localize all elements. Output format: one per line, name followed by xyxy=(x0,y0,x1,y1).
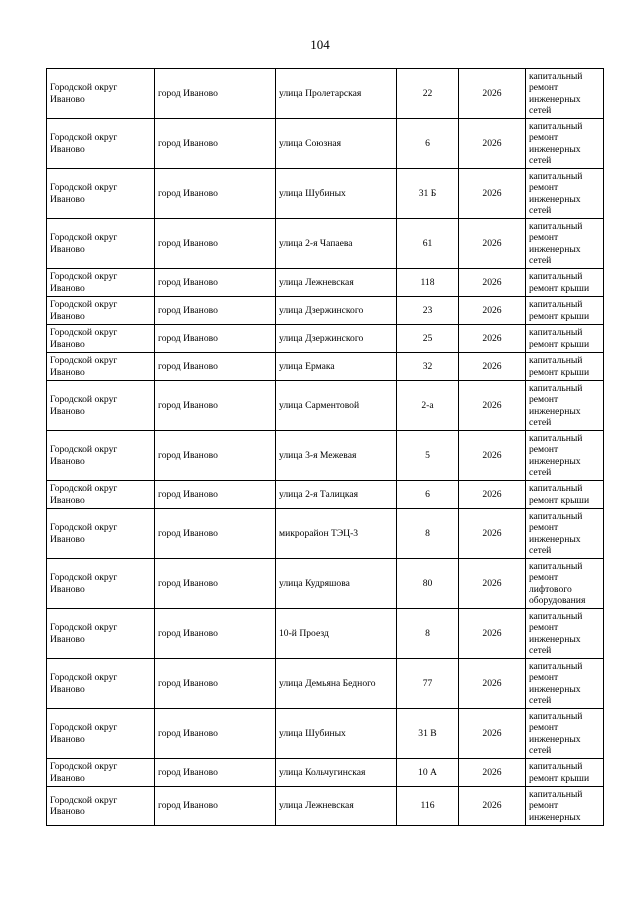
okrug-cell: Городской округ Иваново xyxy=(47,119,155,169)
okrug-cell: Городской округ Иваново xyxy=(47,219,155,269)
work-type-cell: капитальный ремонт инженерных сетей xyxy=(526,709,604,759)
okrug-cell: Городской округ Иваново xyxy=(47,559,155,609)
table-row xyxy=(47,609,604,659)
work-type-cell: капитальный ремонт крыши xyxy=(526,481,604,509)
city-cell: город Иваново xyxy=(155,709,276,759)
okrug-cell: Городской округ Иваново xyxy=(47,325,155,353)
house-cell: 10 А xyxy=(397,759,459,787)
house-cell: 118 xyxy=(397,269,459,297)
street-cell: улица Дзержинского xyxy=(276,297,397,325)
house-cell: 25 xyxy=(397,325,459,353)
house-cell: 6 xyxy=(397,119,459,169)
street-cell: 10-й Проезд xyxy=(276,609,397,659)
work-type-cell: капитальный ремонт инженерных xyxy=(526,787,604,826)
year-cell: 2026 xyxy=(459,481,526,509)
year-cell: 2026 xyxy=(459,381,526,431)
year-cell: 2026 xyxy=(459,353,526,381)
year-cell: 2026 xyxy=(459,659,526,709)
table-row xyxy=(47,269,604,297)
street-cell: улица Ермака xyxy=(276,353,397,381)
okrug-cell: Городской округ Иваново xyxy=(47,169,155,219)
year-cell: 2026 xyxy=(459,787,526,826)
work-type-cell: капитальный ремонт инженерных сетей xyxy=(526,381,604,431)
city-cell: город Иваново xyxy=(155,297,276,325)
work-type-cell: капитальный ремонт инженерных сетей xyxy=(526,609,604,659)
table-row xyxy=(47,325,604,353)
table-row xyxy=(47,219,604,269)
year-cell: 2026 xyxy=(459,69,526,119)
city-cell: город Иваново xyxy=(155,325,276,353)
street-cell: улица Дзержинского xyxy=(276,325,397,353)
city-cell: город Иваново xyxy=(155,381,276,431)
house-cell: 8 xyxy=(397,509,459,559)
table-row xyxy=(47,559,604,609)
house-cell: 8 xyxy=(397,609,459,659)
year-cell: 2026 xyxy=(459,297,526,325)
work-type-cell: капитальный ремонт крыши xyxy=(526,269,604,297)
city-cell: город Иваново xyxy=(155,559,276,609)
work-type-cell: капитальный ремонт инженерных сетей xyxy=(526,169,604,219)
work-type-cell: капитальный ремонт инженерных сетей xyxy=(526,119,604,169)
house-cell: 2-а xyxy=(397,381,459,431)
table-row xyxy=(47,481,604,509)
work-type-cell: капитальный ремонт инженерных сетей xyxy=(526,659,604,709)
year-cell: 2026 xyxy=(459,219,526,269)
table-row xyxy=(47,69,604,119)
year-cell: 2026 xyxy=(459,509,526,559)
okrug-cell: Городской округ Иваново xyxy=(47,481,155,509)
year-cell: 2026 xyxy=(459,119,526,169)
work-type-cell: капитальный ремонт крыши xyxy=(526,353,604,381)
city-cell: город Иваново xyxy=(155,759,276,787)
okrug-cell: Городской округ Иваново xyxy=(47,609,155,659)
street-cell: улица Шубиных xyxy=(276,169,397,219)
house-cell: 31 В xyxy=(397,709,459,759)
table-row xyxy=(47,787,604,826)
street-cell: улица Кольчугинская xyxy=(276,759,397,787)
house-cell: 80 xyxy=(397,559,459,609)
house-cell: 31 Б xyxy=(397,169,459,219)
registry-table-body xyxy=(47,69,604,826)
table-row xyxy=(47,297,604,325)
table-row xyxy=(47,431,604,481)
year-cell: 2026 xyxy=(459,169,526,219)
street-cell: улица Демьяна Бедного xyxy=(276,659,397,709)
okrug-cell: Городской округ Иваново xyxy=(47,659,155,709)
city-cell: город Иваново xyxy=(155,353,276,381)
table-row xyxy=(47,659,604,709)
house-cell: 6 xyxy=(397,481,459,509)
table-row xyxy=(47,381,604,431)
okrug-cell: Городской округ Иваново xyxy=(47,509,155,559)
work-type-cell: капитальный ремонт крыши xyxy=(526,325,604,353)
okrug-cell: Городской округ Иваново xyxy=(47,381,155,431)
okrug-cell: Городской округ Иваново xyxy=(47,431,155,481)
city-cell: город Иваново xyxy=(155,119,276,169)
okrug-cell: Городской округ Иваново xyxy=(47,759,155,787)
street-cell: улица Лежневская xyxy=(276,269,397,297)
work-type-cell: капитальный ремонт крыши xyxy=(526,759,604,787)
table-row xyxy=(47,119,604,169)
street-cell: улица Союзная xyxy=(276,119,397,169)
city-cell: город Иваново xyxy=(155,659,276,709)
okrug-cell: Городской округ Иваново xyxy=(47,69,155,119)
city-cell: город Иваново xyxy=(155,787,276,826)
registry-table xyxy=(46,68,604,826)
city-cell: город Иваново xyxy=(155,431,276,481)
okrug-cell: Городской округ Иваново xyxy=(47,709,155,759)
work-type-cell: капитальный ремонт инженерных сетей xyxy=(526,431,604,481)
street-cell: микрорайон ТЭЦ-3 xyxy=(276,509,397,559)
city-cell: город Иваново xyxy=(155,219,276,269)
year-cell: 2026 xyxy=(459,559,526,609)
city-cell: город Иваново xyxy=(155,169,276,219)
year-cell: 2026 xyxy=(459,431,526,481)
year-cell: 2026 xyxy=(459,609,526,659)
house-cell: 22 xyxy=(397,69,459,119)
house-cell: 61 xyxy=(397,219,459,269)
okrug-cell: Городской округ Иваново xyxy=(47,297,155,325)
table-row xyxy=(47,169,604,219)
street-cell: улица Лежневская xyxy=(276,787,397,826)
city-cell: город Иваново xyxy=(155,481,276,509)
okrug-cell: Городской округ Иваново xyxy=(47,269,155,297)
year-cell: 2026 xyxy=(459,709,526,759)
year-cell: 2026 xyxy=(459,269,526,297)
work-type-cell: капитальный ремонт инженерных сетей xyxy=(526,509,604,559)
street-cell: улица Шубиных xyxy=(276,709,397,759)
table-row xyxy=(47,353,604,381)
okrug-cell: Городской округ Иваново xyxy=(47,787,155,826)
city-cell: город Иваново xyxy=(155,69,276,119)
house-cell: 116 xyxy=(397,787,459,826)
house-cell: 5 xyxy=(397,431,459,481)
okrug-cell: Городской округ Иваново xyxy=(47,353,155,381)
street-cell: улица 3-я Межевая xyxy=(276,431,397,481)
street-cell: улица 2-я Чапаева xyxy=(276,219,397,269)
page-number: 104 xyxy=(310,37,330,52)
street-cell: улица Пролетарская xyxy=(276,69,397,119)
city-cell: город Иваново xyxy=(155,509,276,559)
table-row xyxy=(47,509,604,559)
house-cell: 77 xyxy=(397,659,459,709)
street-cell: улица Кудряшова xyxy=(276,559,397,609)
table-row xyxy=(47,709,604,759)
work-type-cell: капитальный ремонт инженерных сетей xyxy=(526,69,604,119)
table-row xyxy=(47,759,604,787)
house-cell: 32 xyxy=(397,353,459,381)
city-cell: город Иваново xyxy=(155,269,276,297)
work-type-cell: капитальный ремонт крыши xyxy=(526,297,604,325)
year-cell: 2026 xyxy=(459,759,526,787)
work-type-cell: капитальный ремонт инженерных сетей xyxy=(526,219,604,269)
year-cell: 2026 xyxy=(459,325,526,353)
work-type-cell: капитальный ремонт лифтового оборудования xyxy=(526,559,604,609)
city-cell: город Иваново xyxy=(155,609,276,659)
street-cell: улица Сарментовой xyxy=(276,381,397,431)
street-cell: улица 2-я Талицкая xyxy=(276,481,397,509)
house-cell: 23 xyxy=(397,297,459,325)
